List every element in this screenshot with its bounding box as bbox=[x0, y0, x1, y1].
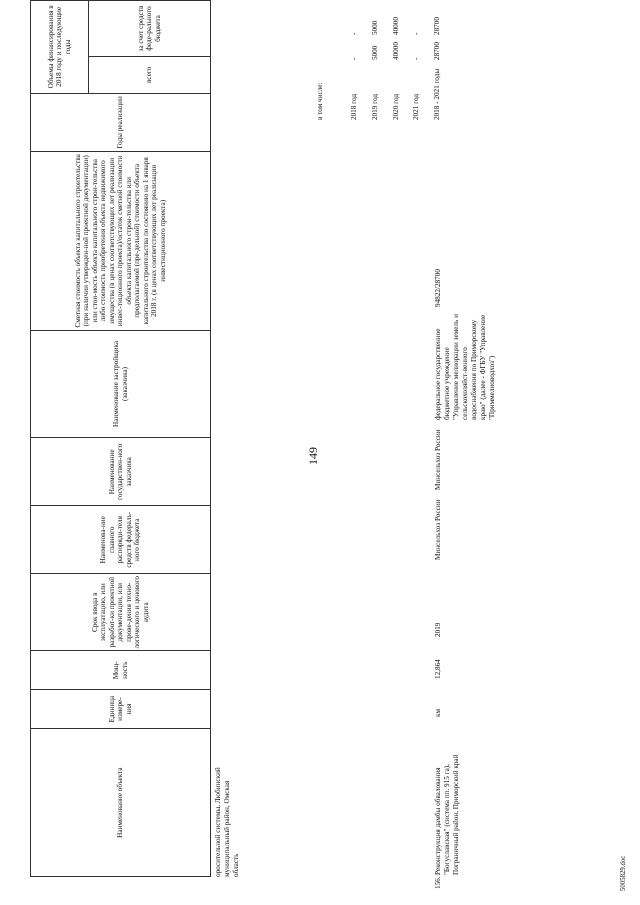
row-total-1: - bbox=[350, 57, 358, 60]
row-total-5: 28700 bbox=[433, 42, 441, 60]
header-federal: за счет средств феде-рального бюджета bbox=[89, 1, 211, 57]
row-customer: Минсельхоз России bbox=[434, 429, 442, 490]
row-year-2: 2019 год bbox=[371, 94, 379, 120]
header-funding: Объемы финансирования в 2018 году и последующие годы bbox=[31, 1, 89, 94]
row-federal-2: 5000 bbox=[371, 20, 379, 35]
header-customer: Наименование государствен-ного заказчика bbox=[31, 438, 211, 506]
row-year-5: 2018 - 2021 годы bbox=[433, 68, 441, 120]
header-name: Наименование объекта bbox=[31, 729, 211, 877]
row-year-3: 2020 год bbox=[392, 94, 400, 120]
header-cost: Сметная стоимость объекта капитального строительства (при наличии утвержден-ной проектной документации) или стои-мость объекта капитального строи-тельства либо стоимость приобретения объекта недвижимого имущества (в ценах соответствующих лет реализации инвес-тиционного проекта)/остаток сметной стоимости объекта капитального строи-тельства или предполагаемой (пре-дельной) стоимости объекта капитального строительства по состоянию на 1 января 2018 г. (в ценах соответствующих лет реализации инвестиционного проекта) bbox=[31, 151, 211, 330]
header-deadline: Срок ввода в эксплуатацию, или разработ-ки проектной документации, или прове-дения техно-логического и ценового аудита bbox=[31, 574, 211, 651]
carry-text: оросительной системы, Любинский муниципальный район, Омская область bbox=[214, 767, 240, 877]
row-name: Реконструкция дамбы обвалования "Богуславская" (система пп. 915 га), Пограничный район, Приморский край bbox=[434, 754, 460, 875]
header-manager: Наименова-ние главного распоряди-теля средств федераль-ного бюджета bbox=[31, 506, 211, 574]
row-total-2: 5000 bbox=[371, 45, 379, 60]
row-federal-5: 28700 bbox=[433, 17, 441, 35]
row-incl: в том числе: bbox=[316, 82, 324, 120]
row-cost: 94822/28700 bbox=[434, 269, 442, 307]
page-number: 149 bbox=[306, 447, 320, 465]
header-power: Мощ-ность bbox=[31, 651, 211, 690]
file-reference: 5005829.doc bbox=[620, 855, 627, 891]
row-power: 12,864 bbox=[434, 659, 442, 679]
row-total-4: - bbox=[412, 57, 420, 60]
row-year-4: 2021 год bbox=[412, 94, 420, 120]
row-total-3: 40000 bbox=[392, 42, 400, 60]
row-unit: км bbox=[434, 708, 442, 717]
header-total: всего bbox=[89, 57, 211, 94]
header-table bbox=[30, 0, 211, 877]
row-developer: федеральное государственное бюджетное учреждение "Управление мелиорации земель и сельскохозяйст-венного водоснабжения по Приморскому краю" (далее - ФГБУ "Управление "Приммелиоводхоз") bbox=[434, 314, 496, 420]
row-federal-3: 40000 bbox=[392, 17, 400, 35]
row-federal-1: - bbox=[350, 32, 358, 35]
row-deadline: 2019 bbox=[434, 622, 442, 637]
row-year-1: 2018 год bbox=[350, 94, 358, 120]
row-number: 156. bbox=[434, 876, 442, 889]
header-developer: Наименование застройщика (заказчика) bbox=[31, 330, 211, 438]
row-manager: Минсельхоз России bbox=[434, 499, 442, 560]
row-federal-4: - bbox=[412, 32, 420, 35]
header-years: Годы реализации bbox=[31, 93, 211, 151]
header-unit: Единица измере-ния bbox=[31, 689, 211, 728]
